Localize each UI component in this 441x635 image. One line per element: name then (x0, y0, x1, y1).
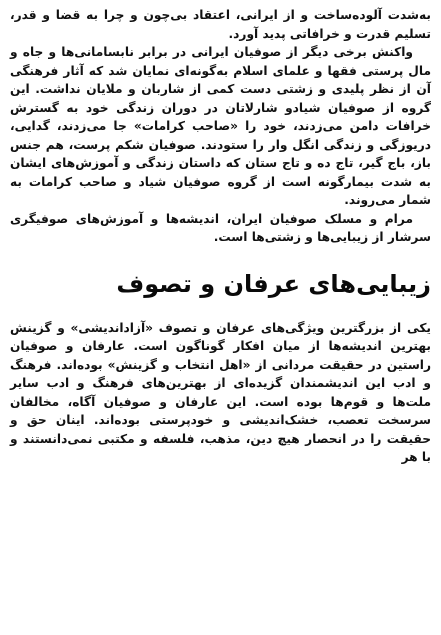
section-heading-wrapper (10, 269, 431, 299)
paragraph-intro: به‌شدت آلوده‌ساخت و از ایرانی، اعتقاد بی‌چون و چرا به قضا و قدر، تسلیم قدرت و خرافاتی پدید آورد. (10, 8, 431, 41)
paragraph-sufi-doctrine: مرام و مسلک صوفیان ایران، اندیشه‌ها و آموزش‌های صوفیگری سرشار از زیبایی‌ها و زشتی‌ها است. (10, 211, 431, 244)
paragraph-sufi-reaction: واکنش برخی دیگر از صوفیان ایرانی در برابر نابسامانی‌ها و جاه و مال پرستی فقها و علمای اسلام به‌گونه‌ای نمایان شد که آثار فرهنگی آن از نظر پلیدی و زشتی دست کمی از شاربان و ملایان نداشت. این گروه از صوفیان شیادو شارلاتان در دوران زندگی خود به گسترش خرافات دامن می‌زدند، خود را «صاحب کرامات» جا می‌زدند، گدایی، دریوزگی و زندگی انگل وار را ستودند. صوفیان شکم پرست، هم جنس باز، باج گیر، تاج ده و تاج ستان که داستان زندگی و آموزش‌های ایشان به شدت بیمارگونه است از گروه صوفیان شیاد و صاحب کرامات به شمار می‌روند. (10, 45, 431, 207)
paragraph-free-thought: یکی از بزرگترین ویژگی‌های عرفان و تصوف «آزاداندیشی» و گزینش بهترین اندیشه‌ها از میان افکار گوناگون است. عارفان و صوفیان راستین در حقیقت مردانی از «اهل انتخاب و گزینش» بوده‌اند. فرهنگ و ادب این اندیشمندان گزیده‌ای از بهترین‌های فرهنگ و ادب سایر ملت‌ها و قوم‌ها بوده است. این عارفان و صوفیان آگاه، مخالفان سرسخت تعصب، خشک‌اندیشی و خودپرستی بوده‌اند. اینان حق و حقیقت را در انحصار هیچ دین، مذهب، فلسفه و مکتبی نمی‌دانستند و با هر (10, 320, 431, 464)
document-page (10, 4, 431, 631)
section-heading: زیبایی‌های عرفان و تصوف (116, 269, 431, 298)
